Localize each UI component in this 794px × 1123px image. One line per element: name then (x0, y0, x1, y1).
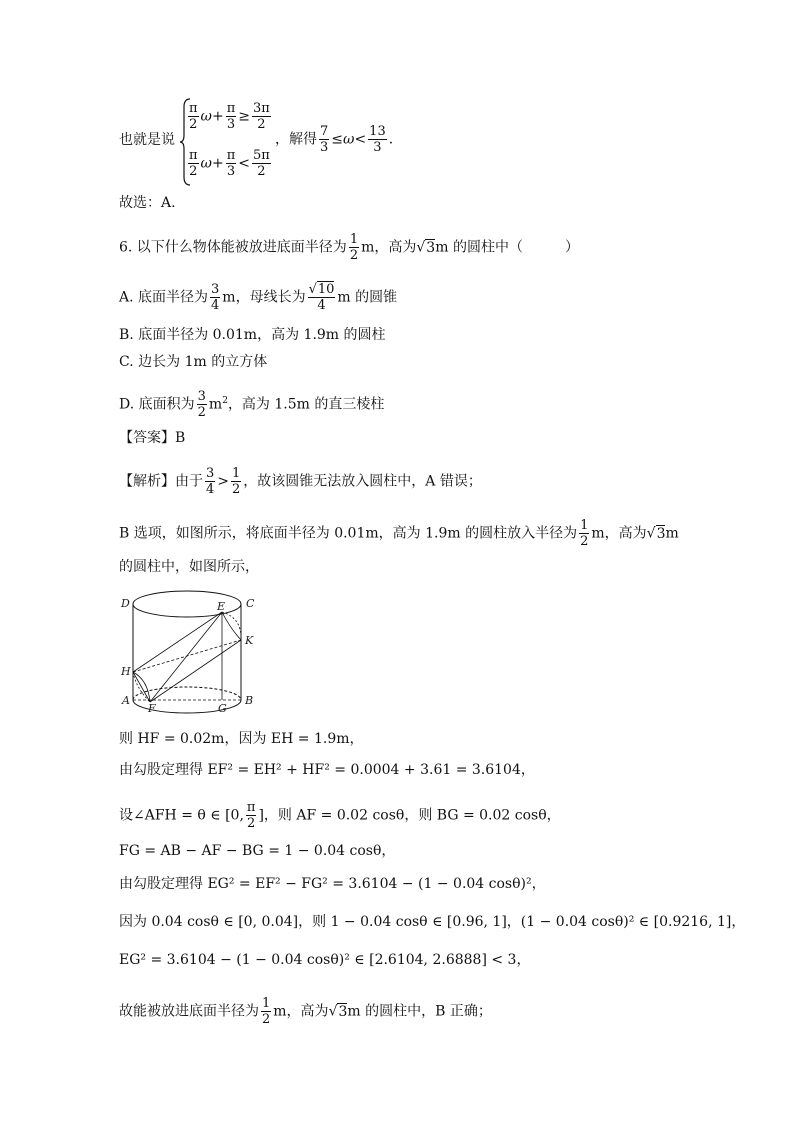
option-b: B. 底面半径为 0.01m，高为 1.9m 的圆柱 (119, 327, 386, 343)
fraction: $\frac{\pi}{3}$ (226, 148, 236, 179)
line-ef: 由勾股定理得 EF² = EH² + HF² = 0.0004 + 3.61 = 3.6104， (119, 762, 535, 778)
fraction: $\frac{3\pi}{2}$ (252, 101, 270, 132)
fraction: $\frac{7}{3}$ (320, 124, 329, 155)
label-B: B (245, 694, 254, 707)
label-E: E (217, 600, 226, 613)
label-K: K (245, 634, 254, 647)
system-row-2: $\frac{\pi}{2}$ ω+ $\frac{\pi}{3}$ < $\frac{5\pi}{2}$ (189, 148, 270, 179)
option-b-explanation: B 选项，如图所示，将底面半径为 0.01m，高为 1.9m 的圆柱放入半径为 $\frac{1}{2}$ m，高为√3m (119, 518, 679, 549)
fraction: $\frac{1}{2}$ (232, 466, 241, 497)
label-H: H (121, 665, 131, 678)
fraction: $\frac{5\pi}{2}$ (252, 148, 270, 179)
option-d: D. 底面积为 $\frac{3}{2}$ $m^2$，高为 1.5m 的直三棱柱 (119, 389, 385, 420)
line-set-theta: 设∠AFH = θ ∈ [0, $\frac{\pi}{2}$ ]，则 AF = 0.02 cosθ，则 BG = 0.02 cosθ， (119, 800, 561, 831)
line-eg2: EG² = 3.6104 − (1 − 0.04 cosθ)² ∈ [2.6104, 2.6888] < 3， (119, 952, 531, 968)
option-b-explanation-2: 的圆柱中，如图所示， (119, 559, 259, 575)
system-solution: ，解得 $\frac{7}{3}$ ≤ω< $\frac{13}{3}$ . (275, 124, 394, 155)
label-D: D (121, 597, 130, 610)
question-6: 6. 以下什么物体能被放进底面半径为 $\frac{1}{2}$ m，高为√3m 的圆柱中（ ） (119, 232, 579, 263)
label-G: G (218, 702, 227, 715)
option-c: C. 边长为 1m 的立方体 (119, 354, 268, 370)
fraction: $\frac{3}{2}$ (197, 389, 206, 420)
omega-symbol: ω (200, 155, 212, 172)
fraction: $\frac{\pi}{3}$ (226, 101, 236, 132)
fraction: $\frac{3}{4}$ (211, 282, 220, 313)
line-final: 故能被放进底面半径为 $\frac{1}{2}$ m，高为√3m 的圆柱中，B 正确； (119, 996, 492, 1027)
fraction: $\frac{1}{2}$ (580, 518, 589, 549)
line-range: 因为 0.04 cosθ ∈ [0, 0.04]，则 1 − 0.04 cosθ ∈ [0.96, 1]，(1 − 0.04 cosθ)² ∈ [0.9216, 1]， (119, 914, 746, 930)
line-eg: 由勾股定理得 EG² = EF² − FG² = 3.6104 − (1 − 0.04 cosθ)²， (119, 876, 546, 892)
fraction: $\frac{1}{2}$ (262, 996, 271, 1027)
sqrt-radicand: 3 (426, 239, 436, 256)
fraction: $\frac{13}{3}$ (369, 124, 386, 155)
answer: 【答案】B (119, 430, 186, 446)
line-hf: 则 HF = 0.02m，因为 EH = 1.9m， (119, 731, 364, 747)
fraction: $\frac{3}{4}$ (206, 466, 215, 497)
cylinder-figure (112, 588, 272, 716)
analysis: 【解析】由于 $\frac{3}{4}$ > $\frac{1}{2}$ ，故该圆锥无法放入圆柱中，A 错误； (119, 466, 482, 497)
label-F: F (148, 702, 156, 715)
choose-a: 故选：A. (119, 195, 176, 211)
option-a: A. 底面半径为 $\frac{3}{4}$ m，母线长为 $\frac{√10}{4}$ m 的圆锥 (119, 282, 398, 313)
fraction: $\frac{\pi}{2}$ (189, 148, 198, 179)
line-fg: FG = AB − AF − BG = 1 − 0.04 cosθ， (119, 843, 396, 859)
label-C: C (246, 597, 255, 610)
label-A: A (122, 694, 130, 707)
system-lead: 也就是说 (119, 132, 175, 148)
fraction: $\frac{√10}{4}$ (308, 282, 335, 313)
fraction: $\frac{1}{2}$ (349, 232, 359, 263)
fraction: $\frac{\pi}{2}$ (246, 800, 256, 831)
system-row-1: $\frac{\pi}{2}$ ω+ $\frac{\pi}{3}$ ≥ $\frac{3\pi}{2}$ (189, 101, 270, 132)
fraction: $\frac{\pi}{2}$ (189, 101, 198, 132)
omega-symbol: ω (200, 108, 212, 125)
